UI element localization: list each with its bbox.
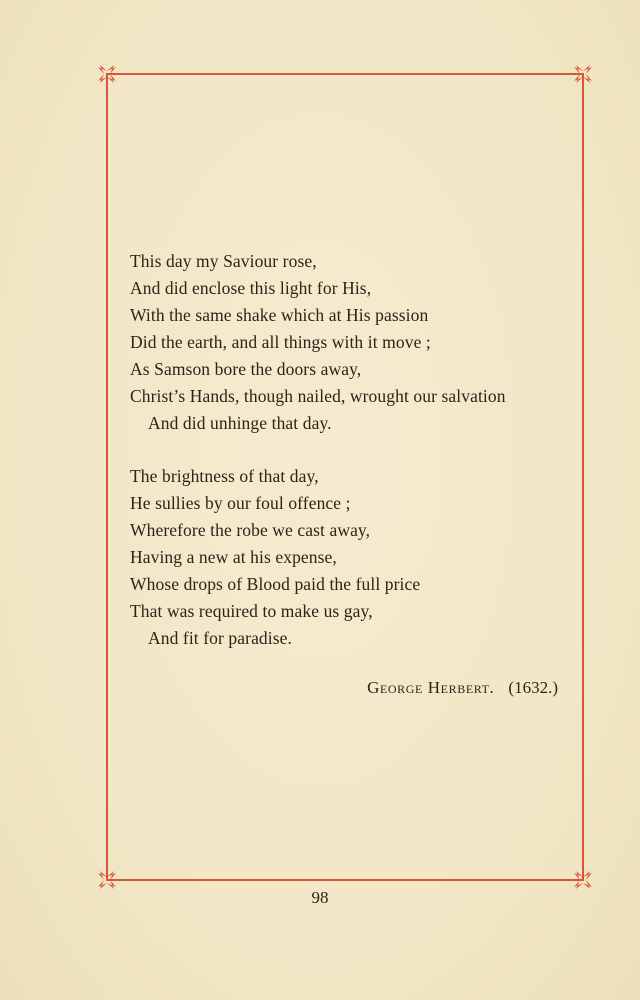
poem-line: And did unhinge that day. [148,413,332,433]
border-rule-bottom [106,879,584,881]
poem-line: With the same shake which at His passion [130,305,429,325]
publication-year: (1632.) [508,678,558,697]
poem-line: This day my Saviour rose, [130,251,317,271]
border-rule-right [582,73,584,881]
page-number: 98 [311,888,329,907]
poem-line: Whose drops of Blood paid the full price [130,574,421,594]
poem-line: Having a new at his expense, [130,547,337,567]
poem-line: And did enclose this light for His, [130,278,372,298]
poem-line: As Samson bore the doors away, [130,359,362,379]
poem-line: And fit for paradise. [148,628,292,648]
maltese-cross-icon [95,62,119,86]
poem-line: Christ’s Hands, though nailed, wrought our salvation [130,386,506,406]
stanza [130,248,570,437]
author-name: George Herbert. [367,678,495,697]
poem-line: That was required to make us gay, [130,601,373,621]
border-rule-top [106,73,584,75]
attribution [367,676,558,700]
stanza [130,463,570,652]
poem [130,248,570,652]
maltese-cross-icon [571,62,595,86]
border-rule-left [106,73,108,881]
poem-line: He sullies by our foul offence ; [130,493,351,513]
poem-line: Did the earth, and all things with it move ; [130,332,431,352]
poem-line: Wherefore the robe we cast away, [130,520,371,540]
poem-line: The brightness of that day, [130,466,319,486]
